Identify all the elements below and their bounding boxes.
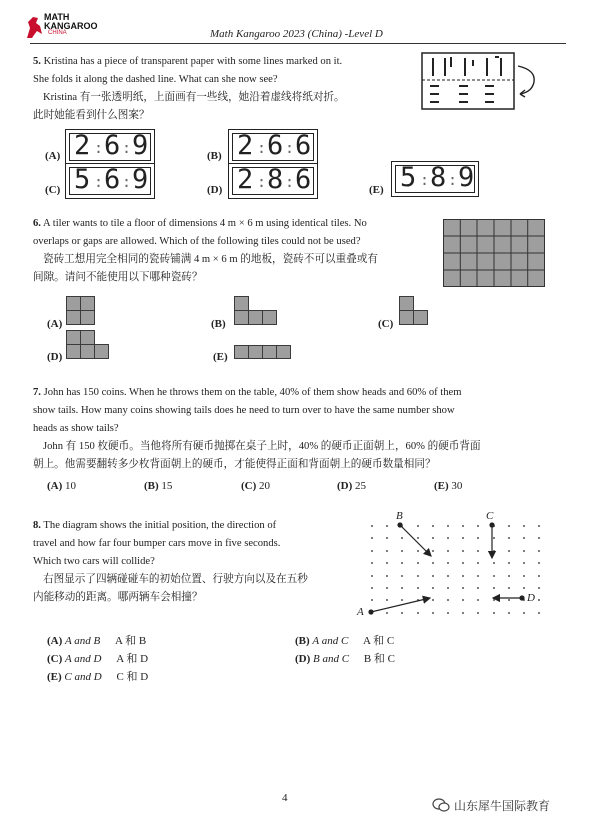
q8-zh-line2: 内能移动的距离。哪两辆车会相撞？ bbox=[33, 592, 203, 603]
q8-option-c-en: A and D bbox=[65, 653, 102, 665]
digit: 6 bbox=[104, 130, 121, 161]
q8-option-e[interactable] bbox=[47, 668, 148, 684]
q5-option-d-label[interactable]: (D) bbox=[207, 184, 223, 196]
q7-text bbox=[33, 385, 481, 472]
digit: 9 bbox=[458, 162, 475, 193]
q8-option-d-label: (D) bbox=[295, 653, 311, 665]
q7-option-e-label: (E) bbox=[434, 480, 449, 492]
q8-option-d-en: B and C bbox=[313, 653, 350, 665]
digit: 6 bbox=[295, 130, 312, 161]
q6-en-line2: overlaps or gaps are allowed. Which of the following tiles could not be used? bbox=[33, 236, 361, 247]
q5-zh-line1: Kristina 有一张透明纸，上面画有一些线，她沿着虚线将纸对折。 bbox=[43, 92, 345, 103]
q5-en-line2: She folds it along the dashed line. What can she now see? bbox=[33, 74, 278, 85]
q6-number: 6. bbox=[33, 218, 41, 229]
q7-option-c-value: 20 bbox=[259, 480, 271, 492]
q5-option-b-label[interactable]: (B) bbox=[207, 150, 222, 162]
q6-option-c-label[interactable]: (C) bbox=[378, 318, 394, 330]
q8-option-d[interactable] bbox=[295, 650, 395, 666]
car-a-label: A bbox=[357, 606, 364, 618]
q5-number: 5. bbox=[33, 56, 41, 67]
logo-text-china: CHINA bbox=[48, 30, 67, 36]
fold-arrow-icon bbox=[514, 62, 540, 105]
q7-zh-line2: 朝上。他需要翻转多少枚背面朝上的硬币，才能使得正面和背面朝上的硬币数量相同？ bbox=[33, 459, 436, 470]
digit: 6 bbox=[295, 164, 312, 195]
colon: : bbox=[257, 139, 267, 157]
q8-option-a[interactable] bbox=[47, 632, 146, 648]
q7-option-b-label: (B) bbox=[144, 480, 159, 492]
q7-option-e[interactable] bbox=[434, 480, 462, 492]
q6-option-d-label[interactable]: (D) bbox=[47, 351, 63, 363]
q8-en-line1: The diagram shows the initial position, the direction of bbox=[43, 520, 277, 531]
q5-option-d-display[interactable] bbox=[228, 163, 318, 199]
colon: : bbox=[94, 139, 104, 157]
q6-text bbox=[33, 216, 378, 285]
colon: : bbox=[122, 139, 132, 157]
digit: 6 bbox=[104, 164, 121, 195]
q5-zh-line2: 此时她能看到什么图案？ bbox=[33, 110, 150, 121]
q6-zh-line2: 间隙。请问不能使用以下哪种瓷砖？ bbox=[33, 272, 203, 283]
colon: : bbox=[420, 171, 430, 189]
page-number: 4 bbox=[282, 792, 288, 804]
car-b-path bbox=[397, 522, 431, 556]
q6-option-b-label[interactable]: (B) bbox=[211, 318, 226, 330]
colon: : bbox=[448, 171, 458, 189]
q6-en-line1: A tiler wants to tile a floor of dimensions 4 m × 6 m using identical tiles. No bbox=[43, 218, 367, 229]
car-a-path bbox=[368, 598, 430, 615]
q5-option-b-display[interactable] bbox=[228, 129, 318, 165]
q7-option-c-label: (C) bbox=[241, 480, 257, 492]
digit: 8 bbox=[430, 162, 447, 193]
q8-option-c-label: (C) bbox=[47, 653, 63, 665]
q8-option-b-zh: A 和 C bbox=[363, 635, 395, 647]
q8-en-line2: travel and how far four bumper cars move in five seconds. bbox=[33, 538, 281, 549]
q5-option-e-label[interactable]: (E) bbox=[369, 184, 384, 196]
q7-option-d-value: 25 bbox=[355, 480, 367, 492]
watermark bbox=[432, 796, 550, 818]
q8-option-b[interactable] bbox=[295, 632, 394, 648]
watermark-text: 山东犀牛国际教育 bbox=[454, 798, 551, 813]
q8-option-a-zh: A 和 B bbox=[115, 635, 147, 647]
q8-option-b-en: A and C bbox=[312, 635, 349, 647]
digit: 2 bbox=[74, 130, 91, 161]
q7-en-line1: John has 150 coins. When he throws them on the table, 40% of them show heads and 60% of them bbox=[43, 387, 462, 398]
q5-option-a-display[interactable] bbox=[65, 129, 155, 165]
floor-grid bbox=[443, 219, 545, 287]
q8-en-line3: Which two cars will collide? bbox=[33, 556, 155, 567]
q8-option-b-label: (B) bbox=[295, 635, 310, 647]
q7-en-line3: heads as show tails? bbox=[33, 423, 119, 434]
q7-option-a-label: (A) bbox=[47, 480, 63, 492]
q6-option-e-tile[interactable] bbox=[234, 345, 294, 360]
q8-option-c[interactable] bbox=[47, 650, 148, 666]
q8-option-a-label: (A) bbox=[47, 635, 63, 647]
q8-number: 8. bbox=[33, 520, 41, 531]
q6-option-e-label[interactable]: (E) bbox=[213, 351, 228, 363]
q8-option-e-label: (E) bbox=[47, 671, 62, 683]
q5-option-e-display[interactable] bbox=[391, 161, 479, 197]
q7-number: 7. bbox=[33, 387, 41, 398]
q7-option-b[interactable] bbox=[144, 480, 172, 492]
q8-option-d-zh: B 和 C bbox=[363, 653, 396, 665]
q5-text bbox=[33, 54, 345, 123]
q8-text bbox=[33, 518, 308, 605]
digit: 9 bbox=[132, 164, 149, 195]
digit: 8 bbox=[267, 164, 284, 195]
q6-option-b-tile[interactable] bbox=[234, 296, 294, 326]
q7-option-b-value: 15 bbox=[161, 480, 173, 492]
q8-zh-line1: 右图显示了四辆碰碰车的初始位置、行驶方向以及在五秒 bbox=[43, 574, 308, 585]
car-b-label: B bbox=[396, 510, 403, 522]
header-rule bbox=[30, 43, 566, 44]
transparent-paper-figure bbox=[421, 52, 517, 110]
q5-option-a-label[interactable]: (A) bbox=[45, 150, 61, 162]
bumper-car-diagram bbox=[354, 508, 544, 620]
q6-option-a-label[interactable]: (A) bbox=[47, 318, 63, 330]
colon: : bbox=[257, 173, 267, 191]
q7-option-a-value: 10 bbox=[65, 480, 77, 492]
kangaroo-logo bbox=[24, 10, 98, 44]
q8-option-e-en: C and D bbox=[64, 671, 102, 683]
q5-option-c-label[interactable]: (C) bbox=[45, 184, 61, 196]
digit: 5 bbox=[74, 164, 91, 195]
colon: : bbox=[94, 173, 104, 191]
wechat-icon bbox=[432, 797, 450, 813]
q6-option-c-tile[interactable] bbox=[399, 296, 429, 326]
q7-en-line2: show tails. How many coins showing tails does he need to turn over to have the same number show bbox=[33, 405, 455, 416]
page-header-title: Math Kangaroo 2023 (China) -Level D bbox=[210, 28, 383, 40]
digit: 9 bbox=[132, 130, 149, 161]
logo-text-kangaroo: KANGAROO bbox=[44, 21, 98, 31]
car-d-label: D bbox=[527, 592, 535, 604]
q7-option-a[interactable] bbox=[47, 480, 76, 492]
q8-option-c-zh: A 和 D bbox=[116, 653, 149, 665]
q5-en-line1: Kristina has a piece of transparent paper with some lines marked on it. bbox=[43, 56, 343, 67]
colon: : bbox=[122, 173, 132, 191]
q7-option-d-label: (D) bbox=[337, 480, 353, 492]
q7-option-d[interactable] bbox=[337, 480, 366, 492]
colon: : bbox=[285, 173, 295, 191]
car-d-path bbox=[493, 595, 525, 600]
digit: 2 bbox=[237, 130, 254, 161]
q8-option-a-en: A and B bbox=[65, 635, 101, 647]
q6-option-d-tile[interactable] bbox=[66, 330, 114, 360]
logo-text-math: MATH bbox=[44, 12, 70, 22]
q7-option-e-value: 30 bbox=[451, 480, 463, 492]
car-c-label: C bbox=[486, 510, 494, 522]
q5-option-c-display[interactable] bbox=[65, 163, 155, 199]
colon: : bbox=[285, 139, 295, 157]
q7-option-c[interactable] bbox=[241, 480, 270, 492]
digit: 5 bbox=[400, 162, 417, 193]
q7-zh-line1: John 有 150 枚硬币。当他将所有硬币抛掷在桌子上时，40% 的硬币正面朝上，60% 的硬币背面 bbox=[43, 441, 481, 452]
q6-zh-line1: 瓷砖工想用完全相同的瓷砖铺满 4 m × 6 m 的地板，瓷砖不可以重叠或有 bbox=[43, 254, 378, 265]
digit: 6 bbox=[267, 130, 284, 161]
q8-option-e-zh: C 和 D bbox=[116, 671, 149, 683]
car-c-path bbox=[489, 522, 494, 558]
q6-option-a-tile[interactable] bbox=[66, 296, 96, 326]
digit: 2 bbox=[237, 164, 254, 195]
